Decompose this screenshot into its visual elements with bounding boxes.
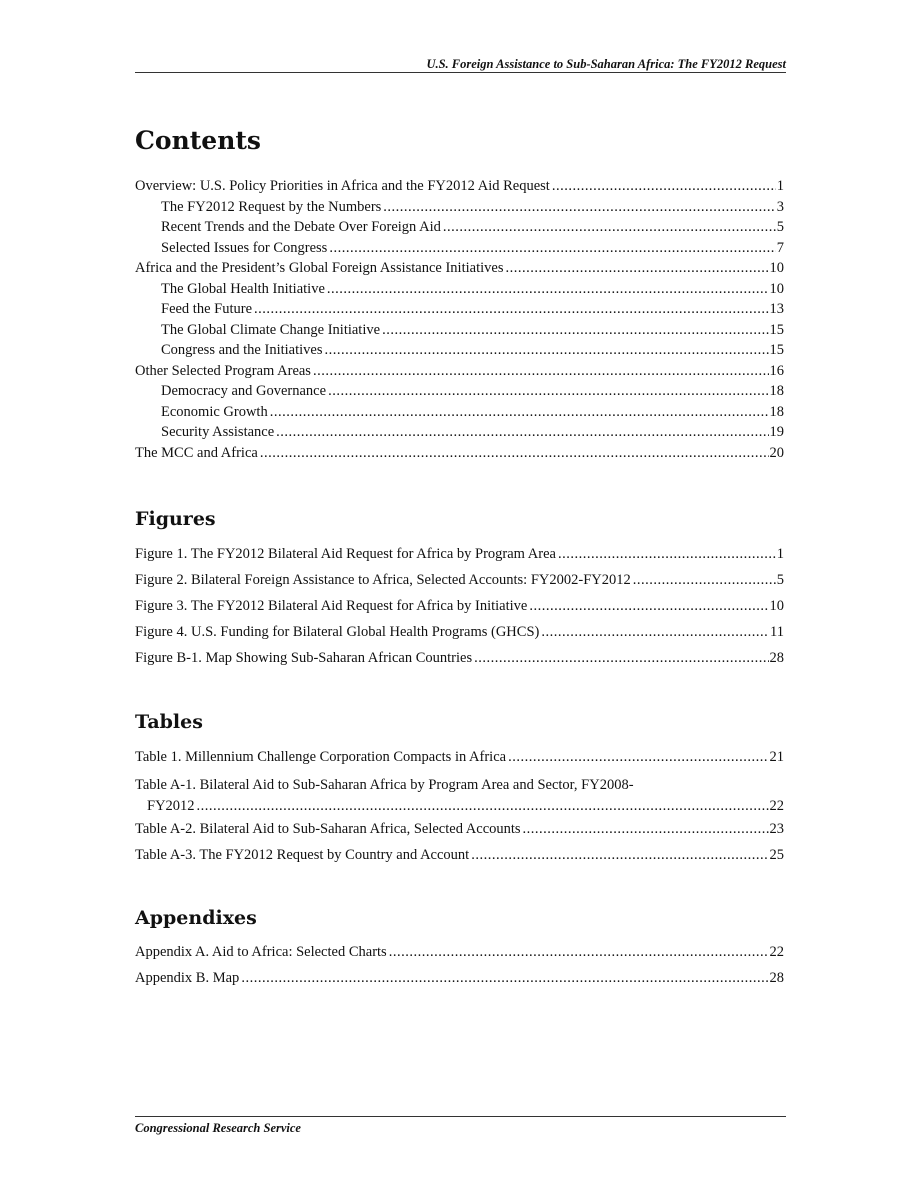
toc-entry-title: Figure 1. The FY2012 Bilateral Aid Request for Africa by Program Area [135, 546, 556, 562]
toc-entry-page: 5 [776, 219, 784, 235]
dot-leader [633, 567, 776, 593]
toc-entry-page: 22 [769, 797, 784, 814]
dot-leader [383, 197, 775, 218]
toc-entry-page: 3 [776, 198, 784, 215]
toc-entry[interactable] [135, 238, 784, 259]
toc-entry-page: 28 [769, 650, 784, 666]
toc-entry[interactable] [135, 567, 784, 593]
toc-entry-title: Democracy and Governance [161, 383, 327, 399]
toc-entry[interactable] [135, 645, 784, 671]
toc-entry[interactable] [135, 340, 784, 361]
toc-entry-page: 28 [769, 970, 784, 986]
figures-list [135, 541, 784, 671]
toc-entry-page: 16 [769, 362, 784, 379]
toc-entry[interactable] [135, 402, 784, 423]
toc-entry[interactable] [135, 361, 784, 382]
dot-leader [260, 443, 769, 464]
toc-entry-page: 23 [769, 821, 784, 837]
toc-entry-title: Appendix A. Aid to Africa: Selected Charts [135, 944, 387, 960]
toc-entry[interactable] [135, 258, 784, 279]
toc-entry-title: Figure 2. Bilateral Foreign Assistance to Africa, Selected Accounts: FY2002-FY2012 [135, 572, 631, 588]
dot-leader [505, 258, 768, 279]
toc-entry-page: 10 [769, 598, 784, 614]
dot-leader [327, 279, 769, 300]
header-rule [135, 72, 786, 73]
footer-rule [135, 1116, 786, 1117]
toc-entry[interactable] [135, 939, 784, 965]
toc-entry-title: Other Selected Program Areas [135, 362, 311, 379]
dot-leader [313, 361, 769, 382]
dot-leader [324, 340, 768, 361]
toc-entry[interactable] [135, 299, 784, 320]
toc-entry[interactable] [135, 422, 784, 443]
dot-leader [529, 593, 768, 619]
appendixes-list [135, 939, 784, 991]
toc-entry-continuation [135, 796, 784, 817]
toc-entry-page: 7 [776, 239, 784, 256]
toc-entry[interactable] [135, 320, 784, 341]
toc-entry[interactable] [135, 770, 784, 816]
toc-entry-page: 21 [769, 749, 784, 765]
toc-entry-page: 1 [776, 546, 784, 562]
toc-entry[interactable] [135, 744, 784, 770]
toc-entry-title: Selected Issues for Congress [161, 239, 328, 256]
toc-entry-page: 25 [769, 847, 784, 863]
page-footer: Congressional Research Service [135, 1121, 301, 1135]
contents-list [135, 176, 784, 463]
toc-entry-page: 15 [769, 342, 784, 358]
appendixes-heading: Appendixes [135, 907, 257, 929]
toc-entry[interactable] [135, 619, 784, 645]
toc-entry-title: The Global Climate Change Initiative [161, 321, 381, 338]
toc-entry-title: Appendix B. Map [135, 970, 240, 986]
toc-entry-title: Feed the Future [161, 301, 253, 317]
dot-leader [241, 965, 768, 991]
toc-entry[interactable] [135, 279, 784, 300]
dot-leader [328, 381, 768, 402]
toc-entry-title: Security Assistance [161, 424, 275, 440]
toc-entry[interactable] [135, 197, 784, 218]
dot-leader [523, 816, 769, 842]
tables-heading: Tables [135, 711, 203, 733]
dot-leader [508, 744, 768, 770]
toc-entry[interactable] [135, 176, 784, 197]
toc-entry-title: Recent Trends and the Debate Over Foreign Aid [161, 219, 441, 235]
dot-leader [382, 320, 768, 341]
toc-entry-page: 11 [770, 624, 784, 640]
toc-entry-title-continued: FY2012 [147, 797, 195, 814]
toc-entry-title: Table A-1. Bilateral Aid to Sub-Saharan Africa by Program Area and Sector, FY2008- [135, 777, 634, 793]
dot-leader [389, 939, 769, 965]
toc-entry-page: 10 [769, 280, 784, 297]
dot-leader [443, 217, 776, 238]
toc-entry-page: 19 [769, 424, 784, 440]
toc-entry-title: Overview: U.S. Policy Priorities in Africa and the FY2012 Aid Request [135, 178, 550, 194]
toc-entry[interactable] [135, 443, 784, 464]
toc-entry-title: Table A-2. Bilateral Aid to Sub-Saharan Africa, Selected Accounts [135, 821, 521, 837]
toc-entry-title: Economic Growth [161, 403, 268, 420]
toc-entry[interactable] [135, 816, 784, 842]
running-header: U.S. Foreign Assistance to Sub-Saharan Africa: The FY2012 Request [426, 57, 786, 71]
dot-leader [197, 796, 769, 817]
dot-leader [474, 645, 768, 671]
toc-entry-title: Figure B-1. Map Showing Sub-Saharan African Countries [135, 650, 473, 666]
dot-leader [541, 619, 769, 645]
contents-heading: Contents [135, 126, 262, 155]
toc-entry-title: The Global Health Initiative [161, 280, 325, 297]
toc-entry-title: The FY2012 Request by the Numbers [161, 198, 382, 215]
toc-entry-title: Figure 4. U.S. Funding for Bilateral Global Health Programs (GHCS) [135, 624, 540, 640]
toc-entry[interactable] [135, 842, 784, 868]
toc-entry[interactable] [135, 217, 784, 238]
toc-entry-title: Congress and the Initiatives [161, 342, 323, 358]
dot-leader [471, 842, 768, 868]
dot-leader [552, 176, 776, 197]
toc-entry-title: Africa and the President’s Global Foreign Assistance Initiatives [135, 260, 504, 276]
toc-entry-title: Figure 3. The FY2012 Bilateral Aid Request for Africa by Initiative [135, 598, 528, 614]
toc-entry[interactable] [135, 965, 784, 991]
dot-leader [329, 238, 775, 259]
toc-entry-page: 1 [776, 178, 784, 194]
dot-leader [254, 299, 768, 320]
toc-entry[interactable] [135, 381, 784, 402]
toc-entry-page: 5 [776, 572, 784, 588]
toc-entry-page: 10 [769, 260, 784, 276]
tables-list [135, 744, 784, 868]
dot-leader [276, 422, 768, 443]
toc-entry-page: 22 [769, 944, 784, 960]
toc-entry-page: 15 [769, 321, 784, 338]
toc-entry-title: Table A-3. The FY2012 Request by Country and Account [135, 847, 470, 863]
toc-entry-title: Table 1. Millennium Challenge Corporation Compacts in Africa [135, 749, 507, 765]
figures-heading: Figures [135, 508, 216, 530]
toc-entry-title: The MCC and Africa [135, 444, 258, 461]
toc-entry-page: 18 [769, 383, 784, 399]
toc-entry-page: 18 [769, 403, 784, 420]
toc-entry-page: 13 [769, 301, 784, 317]
toc-entry[interactable] [135, 541, 784, 567]
toc-entry-page: 20 [769, 444, 784, 461]
dot-leader [270, 402, 769, 423]
dot-leader [558, 541, 776, 567]
toc-entry[interactable] [135, 593, 784, 619]
